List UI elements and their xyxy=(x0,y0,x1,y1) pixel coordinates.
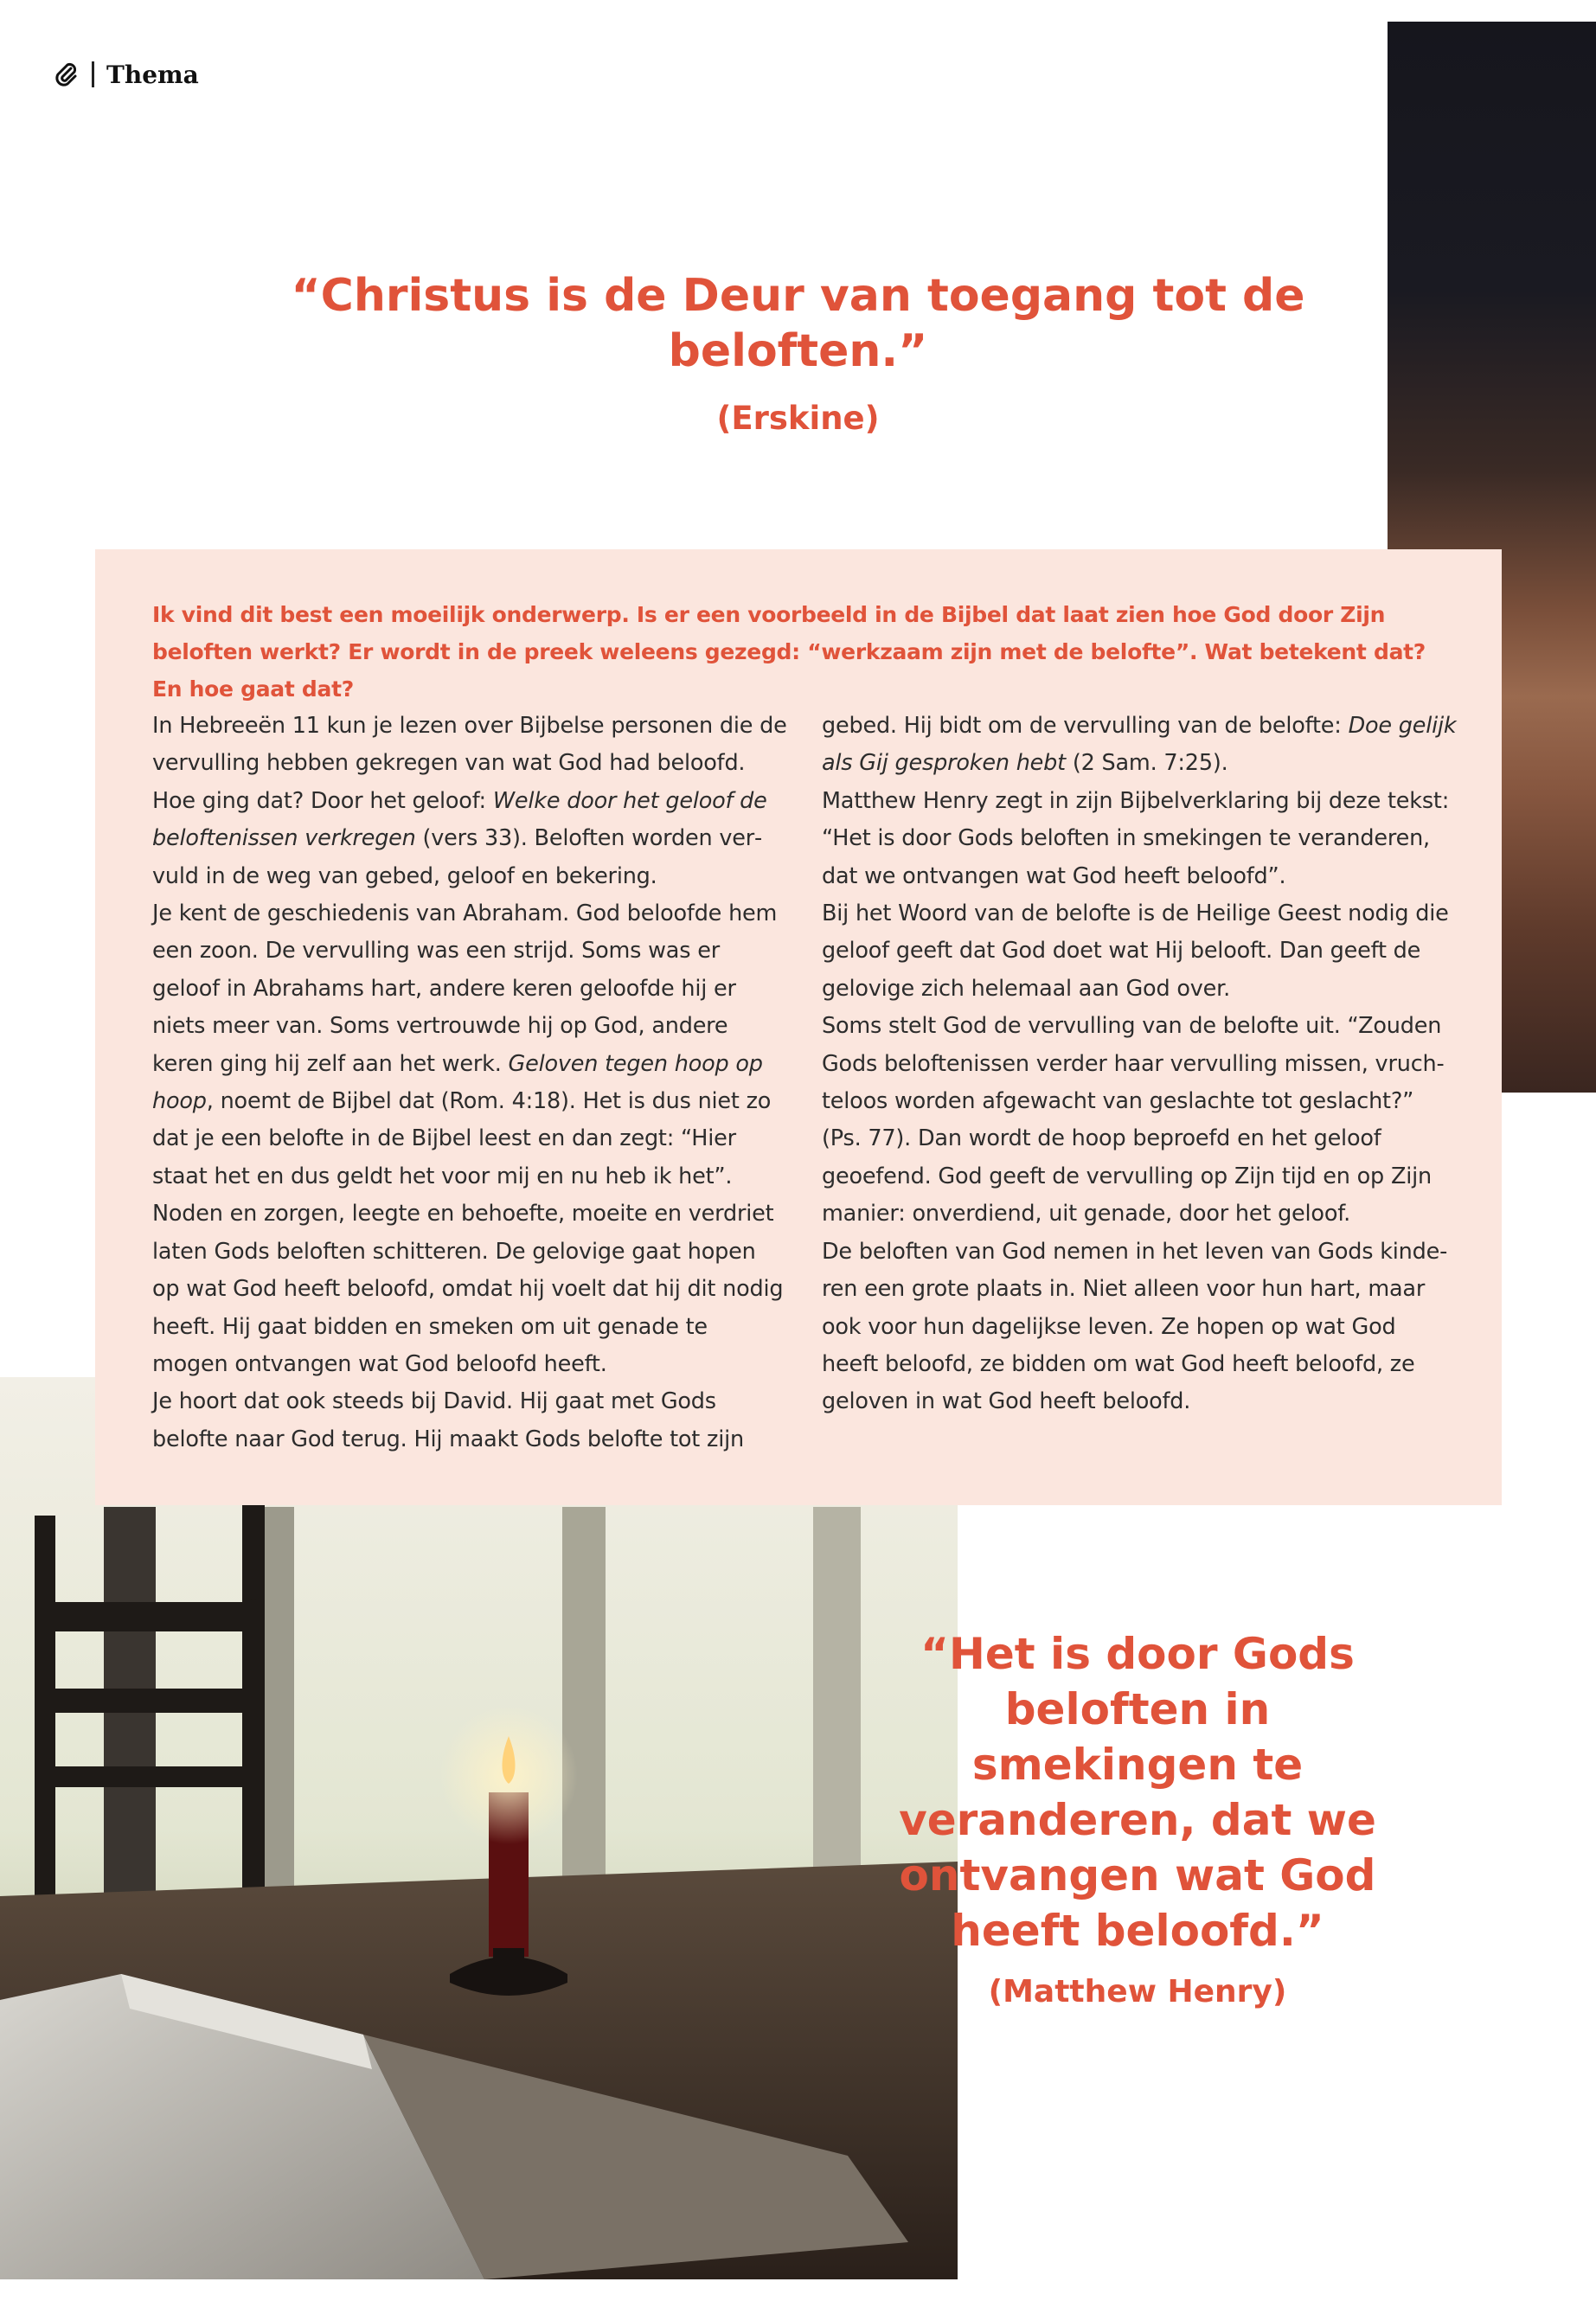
pull-quote-text: “Het is door Gods beloften in smekingen te veranderen, dat we ontvangen wat God heeft beloofd.” xyxy=(899,1629,1376,1956)
pull-quote-author: (Matthew Henry) xyxy=(988,1974,1287,2009)
answer-paragraph: Je hoort dat ook steeds bij David. Hij gaat met Gods belofte naar God terug. Hij maakt Gods belofte tot zijn xyxy=(152,1388,744,1452)
text-run: gebed. Hij bidt om de vervulling van de belofte: xyxy=(822,713,1349,739)
answer-paragraph xyxy=(152,895,788,1383)
bible-quote: Geloven tegen hoop op hoop xyxy=(152,1050,763,1115)
pull-quote-top xyxy=(260,268,1336,437)
answer-paragraph xyxy=(822,708,1458,783)
text-run: Je kent de geschiedenis van Abraham. God beloofde hem een zoon. De vervulling was een strijd. Soms was er geloof in Abrahams hart, andere keren geloofde hij er niets meer van. Soms vertrouwde hij op God, andere keren ging hij zelf aan het werk. xyxy=(152,901,778,1077)
text-run: In Hebreeën 11 kun je lezen over Bijbelse personen die de vervulling hebben gekregen van wat God had beloofd. Hoe ging dat? Door het geloof: xyxy=(152,713,787,814)
text-run: , noemt de Bijbel dat (Rom. 4:18). Het is dus niet zo dat je een belofte in de Bijbel leest en dan zegt: “Hier staat het en dus geldt het voor mij en nu heb ik het”. Noden en zorgen, leegte en behoefte, moeite en verdriet laten Gods beloften schitteren. De gelovige gaat hopen op wat God heeft beloofd, omdat hij voelt dat hij dit nodig heeft. Hij gaat bidden en smeken om uit genade te mogen ontvangen wat God beloofd heeft. xyxy=(152,1088,784,1377)
bible-quote: Doe gelijk als Gij gesproken hebt xyxy=(822,713,1457,777)
answer-column-left xyxy=(152,708,788,1458)
answer-paragraph xyxy=(152,708,788,895)
answer-column-right xyxy=(822,708,1458,1421)
candle-book-photo xyxy=(0,1377,958,2279)
pull-quote-bottom xyxy=(874,1626,1401,2009)
pull-quote-author: (Erskine) xyxy=(716,400,880,437)
text-run: (2 Sam. 7:25). xyxy=(1065,750,1228,777)
pull-quote-text: “Christus is de Deur van toegang tot de beloften.” xyxy=(291,270,1305,377)
paperclip-icon xyxy=(52,61,80,88)
answer-paragraph: Bij het Woord van de belofte is de Heilige Geest nodig die geloof geeft dat God doet wat Hij belooft. Dan geeft de gelovige zich helemaal aan God over. xyxy=(822,901,1449,1002)
bible-quote: Welke door het geloof de beloftenissen verkregen xyxy=(152,787,767,852)
answer-paragraph: Matthew Henry zegt in zijn Bijbelverklaring bij deze tekst: “Het is door Gods beloften in smekingen te veranderen, dat we ontvangen wat God heeft beloofd”. xyxy=(822,787,1450,889)
reader-question: Ik vind dit best een moeilijk onderwerp. Is er een voorbeeld in de Bijbel dat laat zien hoe God door Zijn beloften werkt? Er wordt in de preek weleens gezegd: “werkzaam zijn met de belofte”. Wat betekent dat? En hoe gaat dat? xyxy=(152,602,1426,702)
candle-book-illustration xyxy=(0,1377,958,2279)
qa-box xyxy=(95,549,1502,1505)
answer-paragraph: De beloften van God nemen in het leven van Gods kinderen een grote plaats in. Niet alleen voor hun hart, maar ook voor hun dagelijkse leven. Ze hopen op wat God heeft beloofd, ze bidden om wat God heeft beloofd, ze geloven in wat God heeft beloofd. xyxy=(822,1238,1448,1415)
header-divider xyxy=(92,61,94,87)
section-label: Thema xyxy=(106,60,199,89)
answer-paragraph: Soms stelt God de vervulling van de belofte uit. “Zouden Gods beloftenissen verder haar vervulling missen, vruchteloos worden afgewacht van geslachte tot geslacht?” (Ps. 77). Dan wordt de hoop beproefd en het geloof geoefend. God geeft de vervulling op Zijn tijd en op Zijn manier: onverdiend, uit genade, door het geloof. xyxy=(822,1013,1445,1227)
section-header xyxy=(52,57,199,92)
text-run: (vers 33). Beloften worden vervuld in de weg van gebed, geloof en bekering. xyxy=(152,825,763,889)
